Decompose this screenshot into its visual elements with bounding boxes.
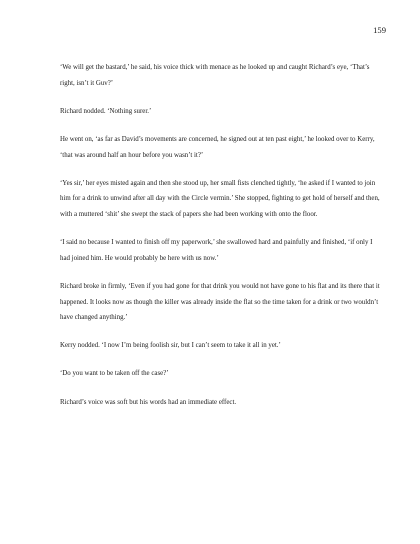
page-number: 159 [373,25,386,35]
paragraph: ‘Do you want to be taken off the case?’ [60,370,169,378]
paragraph: ‘Yes sir,’ her eyes misted again and then she stood up, her small fists clenched tightly, ‘he asked if I wanted to join him for a drink to unwind after all day with the Circle vermin.’ She stopped, fighting to get hold of herself and then, with a muttered ‘shit’ she swept the stack of papers she had been working with onto the floor. [60,179,380,218]
paragraph: Richard’s voice was soft but his words had an immediate effect. [60,398,237,406]
paragraph: Richard nodded. ‘Nothing surer.’ [60,107,152,115]
paragraph: Richard broke in firmly, ‘Even if you had gone for that drink you would not have gone to his flat and its there that it happened. It looks now as though the killer was already inside the flat so the time taken for a drink or two wouldn’t have changed anything.’ [60,282,380,322]
paragraph: Kerry nodded. ‘I now I’m being foolish sir, but I can’t seem to take it all in yet.’ [60,342,281,350]
paragraph: ‘We will get the bastard,’ he said, his voice thick with menace as he looked up and caught Richard’s eye, ‘That’s right, isn’t it Guv?’ [60,64,370,87]
paragraph: He went on, ‘as far as David’s movements are concerned, he signed out at ten past eight,’ he looked over to Kerry, ‘that was around half an hour before you wasn’t it?’ [60,135,375,159]
paragraph: ‘I said no because I wanted to finish off my paperwork,’ she swallowed hard and painfully and finished, ‘if only I had joined him. He would probably be here with us now.’ [60,239,373,262]
body-text [60,60,382,423]
